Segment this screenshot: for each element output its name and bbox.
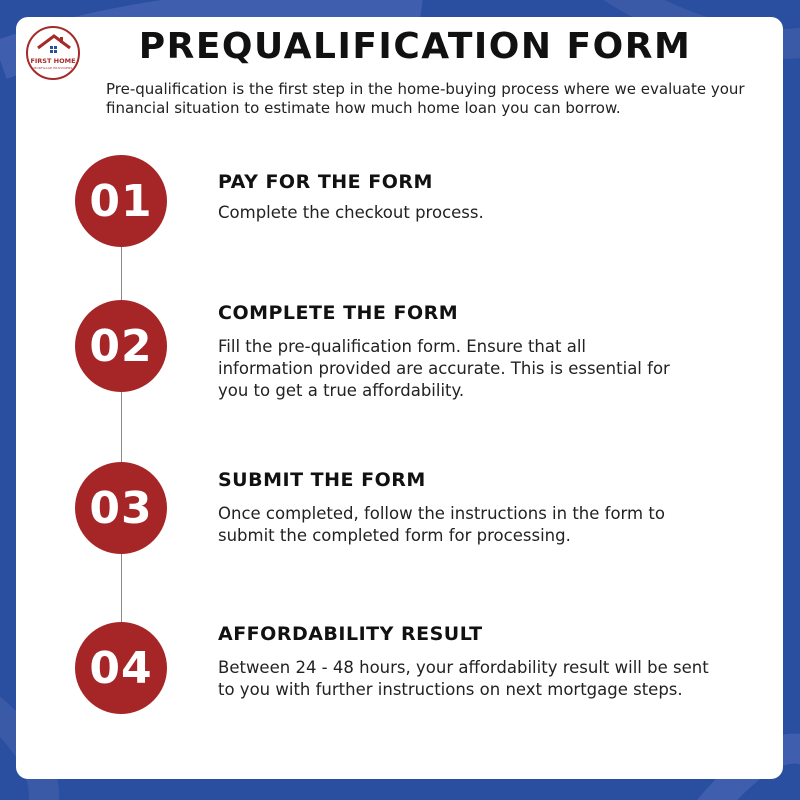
step-3-description: Once completed, follow the instructions in the form to submit the completed form for processing. xyxy=(218,504,665,545)
step-2-description: Fill the pre-qualification form. Ensure that all information provided are accurate. This is essential for you to get a true affordability. xyxy=(218,337,670,400)
logo-tagline: MORTGAGE PROVIDERS xyxy=(33,66,73,70)
step-4-heading: AFFORDABILITY RESULT xyxy=(218,623,483,645)
step-3-number-badge: 03 xyxy=(75,462,167,554)
intro-text: Pre-qualification is the first step in the home-buying process where we evaluate your financial situation to estimate how much home loan you can borrow. xyxy=(106,80,745,117)
step-4-description: Between 24 - 48 hours, your affordability result will be sent to you with further instructions on next mortgage steps. xyxy=(218,658,709,699)
step-1-description: Complete the checkout process. xyxy=(218,203,484,222)
step-4-number-badge: 04 xyxy=(75,622,167,714)
step-1-heading: PAY FOR THE FORM xyxy=(218,171,433,193)
step-3-heading: SUBMIT THE FORM xyxy=(218,469,426,491)
step-1-number-badge: 01 xyxy=(75,155,167,247)
page-title: PREQUALIFICATION FORM xyxy=(138,26,692,67)
timeline-connector xyxy=(121,200,122,670)
house-roof-icon xyxy=(36,34,72,56)
logo-name: FIRST HOME xyxy=(30,57,76,65)
step-2-number-badge: 02 xyxy=(75,300,167,392)
step-2-heading: COMPLETE THE FORM xyxy=(218,302,459,324)
company-logo xyxy=(26,26,80,80)
